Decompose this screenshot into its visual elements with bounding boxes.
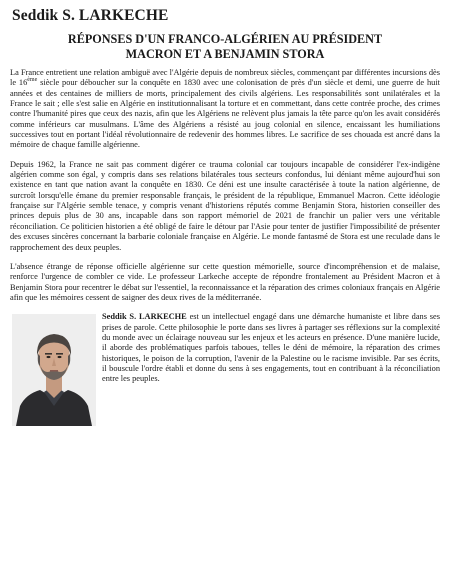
bio-description: est un intellectuel engagé dans une démarche humaniste et libre dans ses prises de parole. Cette philosophie le porte dans ses livres à partager ses réflexions sur la complexité du monde avec un éclairage nouveau sur les enjeux et les acteurs en présence. D'une manière lucide, il aborde des problématiques parfois taboues, telles le déni de mémoire, la réparation des crimes historiques, le poison de la corruption, l'avenir de la Palestine ou le racisme invisible. Par ses écrits, il bouscule l'ordre établi et donne du sens à ses engagements, tout en contribuant à la réconciliation entre les peuples. — [102, 312, 441, 384]
paragraph-3: L'absence étrange de réponse officielle algérienne sur cette question mémorielle, source d'incompréhension et de malaise, renforce l'urgence de combler ce vide. Le professeur Larkeche accepte de répondre frontalement au Président Macron et à Benjamin Stora pour recentrer le débat sur l'essentiel, la reconnaissance et la réparation des crimes coloniaux français en Algérie afin que les mémoires cessent de saigner des deux rives de la méditerranée. — [10, 261, 440, 302]
title-line-1: RÉPONSES D'UN FRANCO-ALGÉRIEN AU PRÉSIDENT — [67, 32, 383, 46]
document-title — [10, 32, 440, 62]
author-portrait-photo — [12, 314, 96, 426]
portrait-icon — [12, 314, 96, 426]
paragraph-1 — [10, 68, 440, 151]
author-bio-text — [102, 312, 440, 426]
author-bio-section — [10, 312, 440, 426]
paragraph-1-part-1: La France entretient une relation ambiguë avec l'Algérie depuis de nombreux siècles, commençant par différentes incursions dès le 16 — [10, 68, 440, 88]
author-name: Seddik S. LARKECHE — [12, 7, 169, 24]
paragraph-2: Depuis 1962, la France ne sait pas comment digérer ce trauma colonial car toujours incapable de considérer l'ex-indigène algérien comme son égal, y compris dans ses relations bilatérales tous secteurs confondus, lui déniant même aujourd'hui son existence en tant que nation avant la conquête en 1830. Ce déni est une insulte caractérisée à toute la nation algérienne, de surcroît lorsqu'elle émane du premier responsable français, le président de la république, Emmanuel Macron. Cette idéologie française sur l'Algérie semble tenace, y compris venant d'historiens réputés comme Benjamin Stora, historien conseiller des princes depuis plus de 30 ans, incapable dans son rapport mémoriel de 2021 de franchir un palier vers une véritable réconciliation. Ce politicien historien a été obligé de faire le détour par l'Asie pour tenter de justifier l'impossibilité de présenter des excuses sincères concernant la barbarie coloniale française en Algérie. Le monde fantasmé de Stora est une reculade dans le rapprochement des deux peuples. — [10, 159, 440, 252]
paragraph-1-part-2: siècle pour déboucher sur la conquête en 1830 avec une colonisation de près d'un siècle et demi, une guerre de huit années et des centaines de milliers de morts, principalement des civils algériens. Les responsabilités sont unilatérales et la France le sait ; elle s'est salie en Algérie en institutionnalisant la torture et en commettant, dans cette contrée proche, des crimes contre l'humanité pires que ceux des nazis, afin que les Algériens ne relèvent plus jamais la tête parce qu'on les avait considérés comme inférieurs car musulmans. L'âme des Algériens a résisté au joug colonial en silence, encaissant les humiliations successives tout en portant l'idéal révolutionnaire de redevenir des hommes libres. Le sacrifice de ses chouada est ancré dans la mémoire de chaque famille algérienne. — [10, 78, 440, 150]
bio-author-name: Seddik S. LARKECHE — [102, 312, 187, 322]
paragraph-1-superscript: ème — [27, 77, 38, 84]
title-line-2: MACRON ET A BENJAMIN STORA — [125, 47, 325, 61]
